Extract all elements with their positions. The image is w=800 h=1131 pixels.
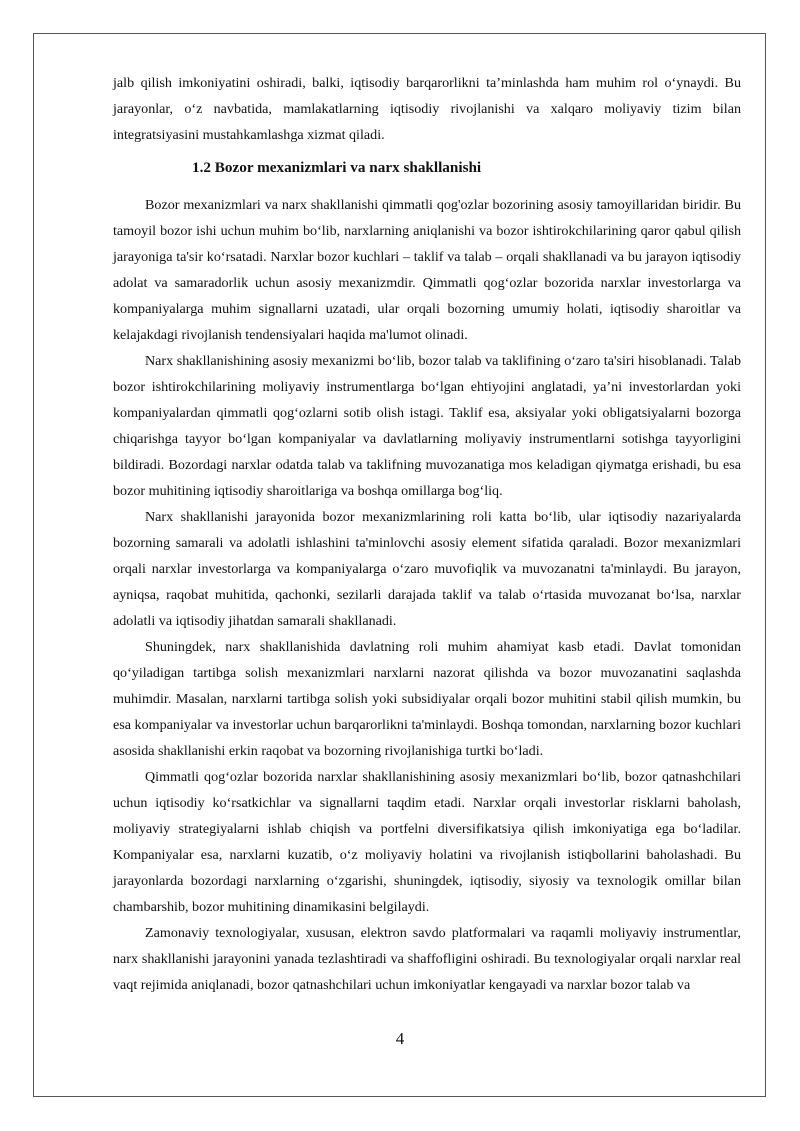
body-paragraph: Shuningdek, narx shakllanishida davlatning roli muhim ahamiyat kasb etadi. Davlat tomonidan qo‘yiladigan tartibga solish mexanizmlari narxlarni nazorat qilishda va bozor muvozanatini saqlashda muhimdir. Masalan, narxlarni tartibga solish yoki subsidiyalar orqali bozor muhitini stabil qilish mumkin, bu esa kompaniyalar va investorlar uchun barqarorlikni ta'minlaydi. Boshqa tomondan, narxlarning bozor kuchlari asosida shakllanishi erkin raqobat va bozorning rivojlanishiga turtki bo‘ladi. xyxy=(113,639,741,759)
page-number: 4 xyxy=(395,1029,405,1048)
intro-paragraph: jalb qilish imkoniyatini oshiradi, balki, iqtisodiy barqarorlikni ta’minlashda ham muhim rol o‘ynaydi. Bu jarayonlar, o‘z navbatida, mamlakatlarning iqtisodiy rivojlanishi va xalqaro moliyaviy tizim bilan integratsiyasini mustahkamlashga xizmat qiladi. xyxy=(113,75,741,143)
body-paragraph: Bozor mexanizmlari va narx shakllanishi qimmatli qog'ozlar bozorining asosiy tamoyillaridan biridir. Bu tamoyil bozor ishi uchun muhim bo‘lib, narxlarning aniqlanishi va bozor ishtirokchilarining qaror qabul qilish jarayoniga ta'sir ko‘rsatadi. Narxlar bozor kuchlari – taklif va talab – orqali shakllanadi va bu jarayon iqtisodiy adolat va samaradorlik uchun asosiy mexanizmdir. Qimmatli qog‘ozlar bozorida narxlar investorlarga va kompaniyalarga muhim signallarni uzatadi, ular orqali bozorning umumiy holati, iqtisodiy sharoitlar va kelajakdagi rivojlanish tendensiyalari haqida ma'lumot olinadi. xyxy=(113,197,741,343)
section-heading: 1.2 Bozor mexanizmlari va narx shakllanishi xyxy=(192,159,482,176)
document-body xyxy=(113,70,741,998)
body-paragraph: Qimmatli qog‘ozlar bozorida narxlar shakllanishining asosiy mexanizmlari bo‘lib, bozor qatnashchilari uchun iqtisodiy ko‘rsatkichlar va signallarni taqdim etadi. Narxlar orqali investorlar risklarni baholash, moliyaviy strategiyalarni ishlab chiqish va portfelni diversifikatsiya qilish imkoniyatiga ega bo‘ladilar. Kompaniyalar esa, narxlarni kuzatib, o‘z moliyaviy holatini va rivojlanish istiqbollarini baholashadi. Bu jarayonlarda bozordagi narxlarning o‘zgarishi, shuningdek, iqtisodiy, siyosiy va texnologik omillar bilan chambarshib, bozor muhitining dinamikasini belgilaydi. xyxy=(113,769,741,915)
body-paragraph: Zamonaviy texnologiyalar, xususan, elektron savdo platformalari va raqamli moliyaviy instrumentlar, narx shakllanishi jarayonini yanada tezlashtiradi va shaffofligini oshiradi. Bu texnologiyalar orqali narxlar real vaqt rejimida aniqlanadi, bozor qatnashchilari uchun imkoniyatlar kengayadi va narxlar bozor talab va xyxy=(113,925,741,993)
body-paragraph: Narx shakllanishining asosiy mexanizmi bo‘lib, bozor talab va taklifining o‘zaro ta'siri hisoblanadi. Talab bozor ishtirokchilarining moliyaviy instrumentlarga bo‘lgan ehtiyojini anglatadi, ya’ni investorlardan yoki kompaniyalardan qimmatli qog‘ozlarni sotib olish istagi. Taklif esa, aksiyalar yoki obligatsiyalarni bozorga chiqarishga tayyor bo‘lgan kompaniyalar va davlatlarning moliyaviy instrumentlarni sotishga tayyorligini bildiradi. Bozordagi narxlar odatda talab va taklifning muvozanatiga mos keladigan qiymatga erishadi, bu esa bozor muhitining iqtisodiy sharoitlariga va boshqa omillarga bog‘liq. xyxy=(113,353,741,499)
body-paragraph: Narx shakllanishi jarayonida bozor mexanizmlarining roli katta bo‘lib, ular iqtisodiy nazariyalarda bozorning samarali va adolatli ishlashini ta'minlovchi asosiy element sifatida qaraladi. Bozor mexanizmlari orqali narxlar investorlarga va kompaniyalarga o‘zaro muvofiqlik va muvozanatni ta'minlaydi. Bu jarayon, ayniqsa, raqobat muhitida, qachonki, sezilarli darajada taklif va talab o‘rtasida muvozanat bo‘lsa, narxlar adolatli va iqtisodiy jihatdan samarali shakllanadi. xyxy=(113,509,741,629)
